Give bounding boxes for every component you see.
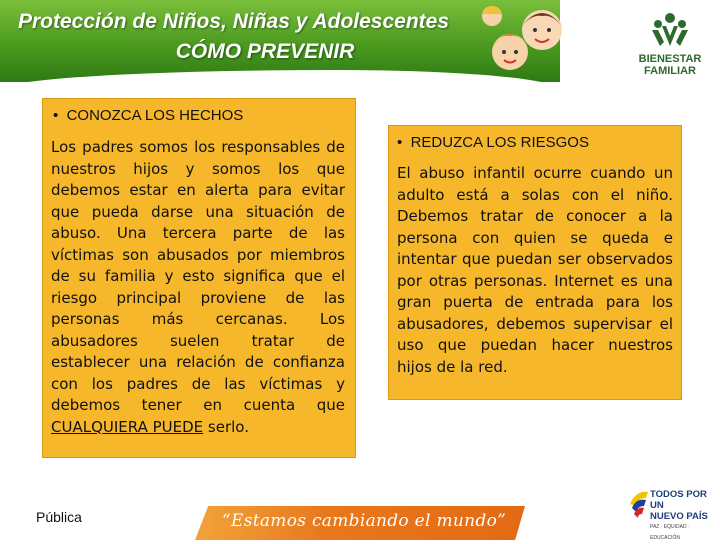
facts-emphasis: CUALQUIERA PUEDE bbox=[51, 417, 204, 436]
risks-heading: • REDUZCA LOS RIESGOS bbox=[397, 134, 589, 151]
bienestar-familiar-logo-icon bbox=[650, 12, 690, 48]
facts-paragraph bbox=[51, 137, 345, 438]
bienestar-familiar-logo bbox=[630, 12, 710, 82]
risks-paragraph: El abuso infantil ocurre cuando un adulto está a solas con el niño. Debemos tratar de conocer a la persona con quien se queda e intentar que puedan ser observados por otras personas. Internet es una gran puerta de entrada para los abusadores, debemos supervisar el uso que puedan hacer nuestros hijos de la red. bbox=[397, 164, 673, 376]
facts-body-text: Los padres somos los responsables de nuestros hijos y somos los que debemos estar en alerta para evitar que pueda darse una situación de abuso. Una tercera parte de las víctimas son abusados por miembros de su familia y esto significa que el riesgo principal proviene de las personas más cercanas. Los abusadores suelen tratar de establecer una relación de confianza con los padres de las víctimas y debemos tener en cuenta que bbox=[51, 138, 345, 414]
classification-label: Pública bbox=[36, 509, 82, 525]
risks-heading-text: REDUZCA LOS RIESGOS bbox=[410, 134, 589, 151]
slogan-text: “Estamos cambiando el mundo” bbox=[222, 511, 507, 531]
slide-subtitle: CÓMO PREVENIR bbox=[175, 40, 355, 63]
facts-body-end: serlo. bbox=[203, 417, 249, 436]
facts-box bbox=[42, 98, 356, 458]
children-illustration-icon bbox=[480, 0, 570, 80]
risks-box bbox=[388, 125, 682, 400]
gov-text-line2: NUEVO PAÍS bbox=[650, 511, 708, 522]
facts-heading: • CONOZCA LOS HECHOS bbox=[53, 107, 244, 124]
gov-text-line1: TODOS POR UN bbox=[650, 489, 707, 511]
logo-text-line1: BIENESTAR bbox=[638, 53, 702, 65]
facts-heading-text: CONOZCA LOS HECHOS bbox=[66, 107, 244, 124]
gov-text-line3: PAZ · EQUIDAD · EDUCACIÓN bbox=[650, 524, 690, 541]
slide-header bbox=[0, 0, 720, 84]
gov-logo-text bbox=[650, 489, 720, 544]
logo-text-line2: FAMILIAR bbox=[644, 65, 696, 77]
slide-title: Protección de Niños, Niñas y Adolescentes bbox=[18, 10, 450, 33]
